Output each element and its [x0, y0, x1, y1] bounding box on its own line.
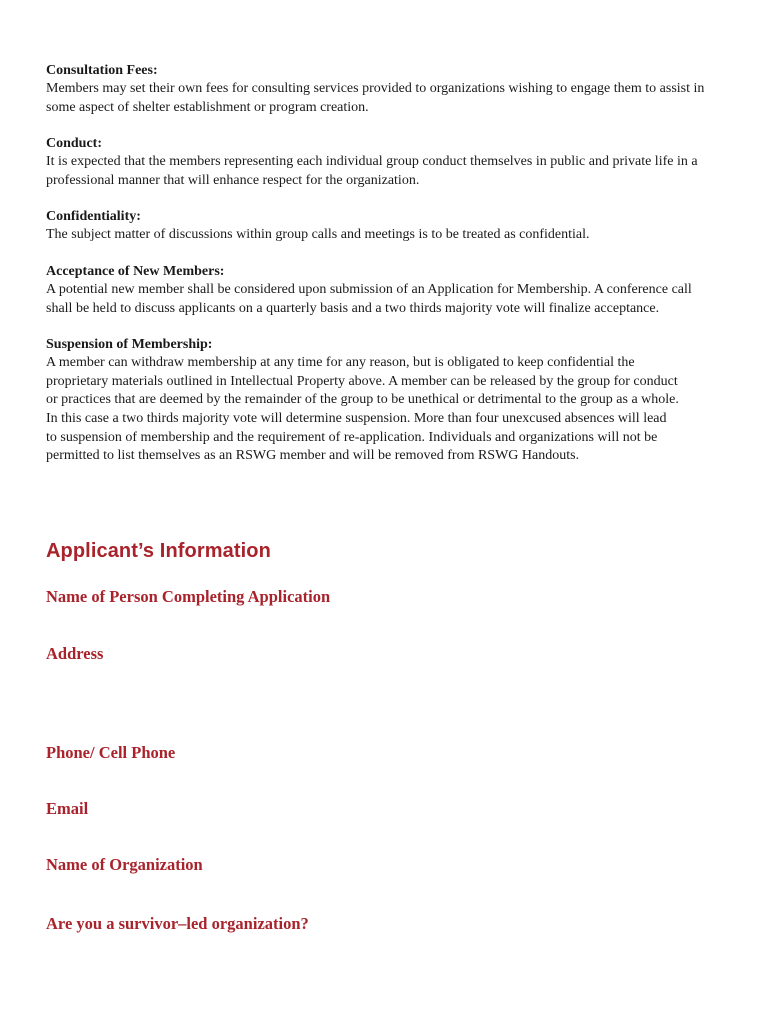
body-line: or practices that are deemed by the remainder of the group to be unethical or detrimental to the group as a whole. [46, 392, 679, 408]
policy-text-block [46, 62, 736, 484]
applicant-info-heading: Applicant’s Information [46, 540, 271, 562]
body-line: professional manner that will enhance respect for the organization. [46, 172, 420, 188]
section-suspension [46, 336, 736, 466]
body-line: permitted to list themselves as an RSWG member and will be removed from RSWG Handouts. [46, 448, 580, 464]
body-line: some aspect of shelter establishment or program creation. [46, 99, 369, 115]
body-line: Members may set their own fees for consulting services provided to organizations wishing to engage them to assist in [46, 81, 705, 96]
body-line: A potential new member shall be considered upon submission of an Application for Membership. A conference call [46, 281, 692, 297]
field-label-email: Email [46, 799, 89, 818]
field-label-organization: Name of Organization [46, 855, 203, 874]
section-heading: Confidentiality: [46, 209, 141, 225]
section-acceptance [46, 263, 736, 318]
section-body [46, 153, 736, 190]
section-body [46, 354, 736, 466]
section-heading: Consultation Fees: [46, 63, 158, 78]
body-line: In this case a two thirds majority vote will determine suspension. More than four unexcused absences will lead [46, 410, 667, 426]
section-consultation-fees [46, 62, 736, 117]
field-label-person-name: Name of Person Completing Application [46, 587, 331, 606]
section-heading: Acceptance of New Members: [46, 263, 225, 279]
section-heading: Suspension of Membership: [46, 337, 213, 353]
section-body [46, 80, 736, 117]
body-line: The subject matter of discussions within group calls and meetings is to be treated as confidential. [46, 227, 590, 243]
field-label-survivor-led: Are you a survivor–led organization? [46, 914, 309, 933]
body-line: proprietary materials outlined in Intellectual Property above. A member can be released by the group for conduct [46, 373, 678, 389]
section-body [46, 226, 736, 245]
body-line: shall be held to discuss applicants on a quarterly basis and a two thirds majority vote will finalize acceptance. [46, 300, 660, 316]
field-label-phone: Phone/ Cell Phone [46, 743, 176, 762]
section-heading: Conduct: [46, 136, 103, 152]
body-line: It is expected that the members representing each individual group conduct themselves in public and private life in a [46, 154, 698, 170]
section-conduct [46, 135, 736, 190]
section-confidentiality [46, 208, 736, 245]
body-line: A member can withdraw membership at any time for any reason, but is obligated to keep confidential the [46, 355, 635, 371]
field-label-address: Address [46, 644, 104, 663]
body-line: to suspension of membership and the requirement of re-application. Individuals and organizations will not be [46, 429, 658, 445]
section-body [46, 281, 736, 318]
